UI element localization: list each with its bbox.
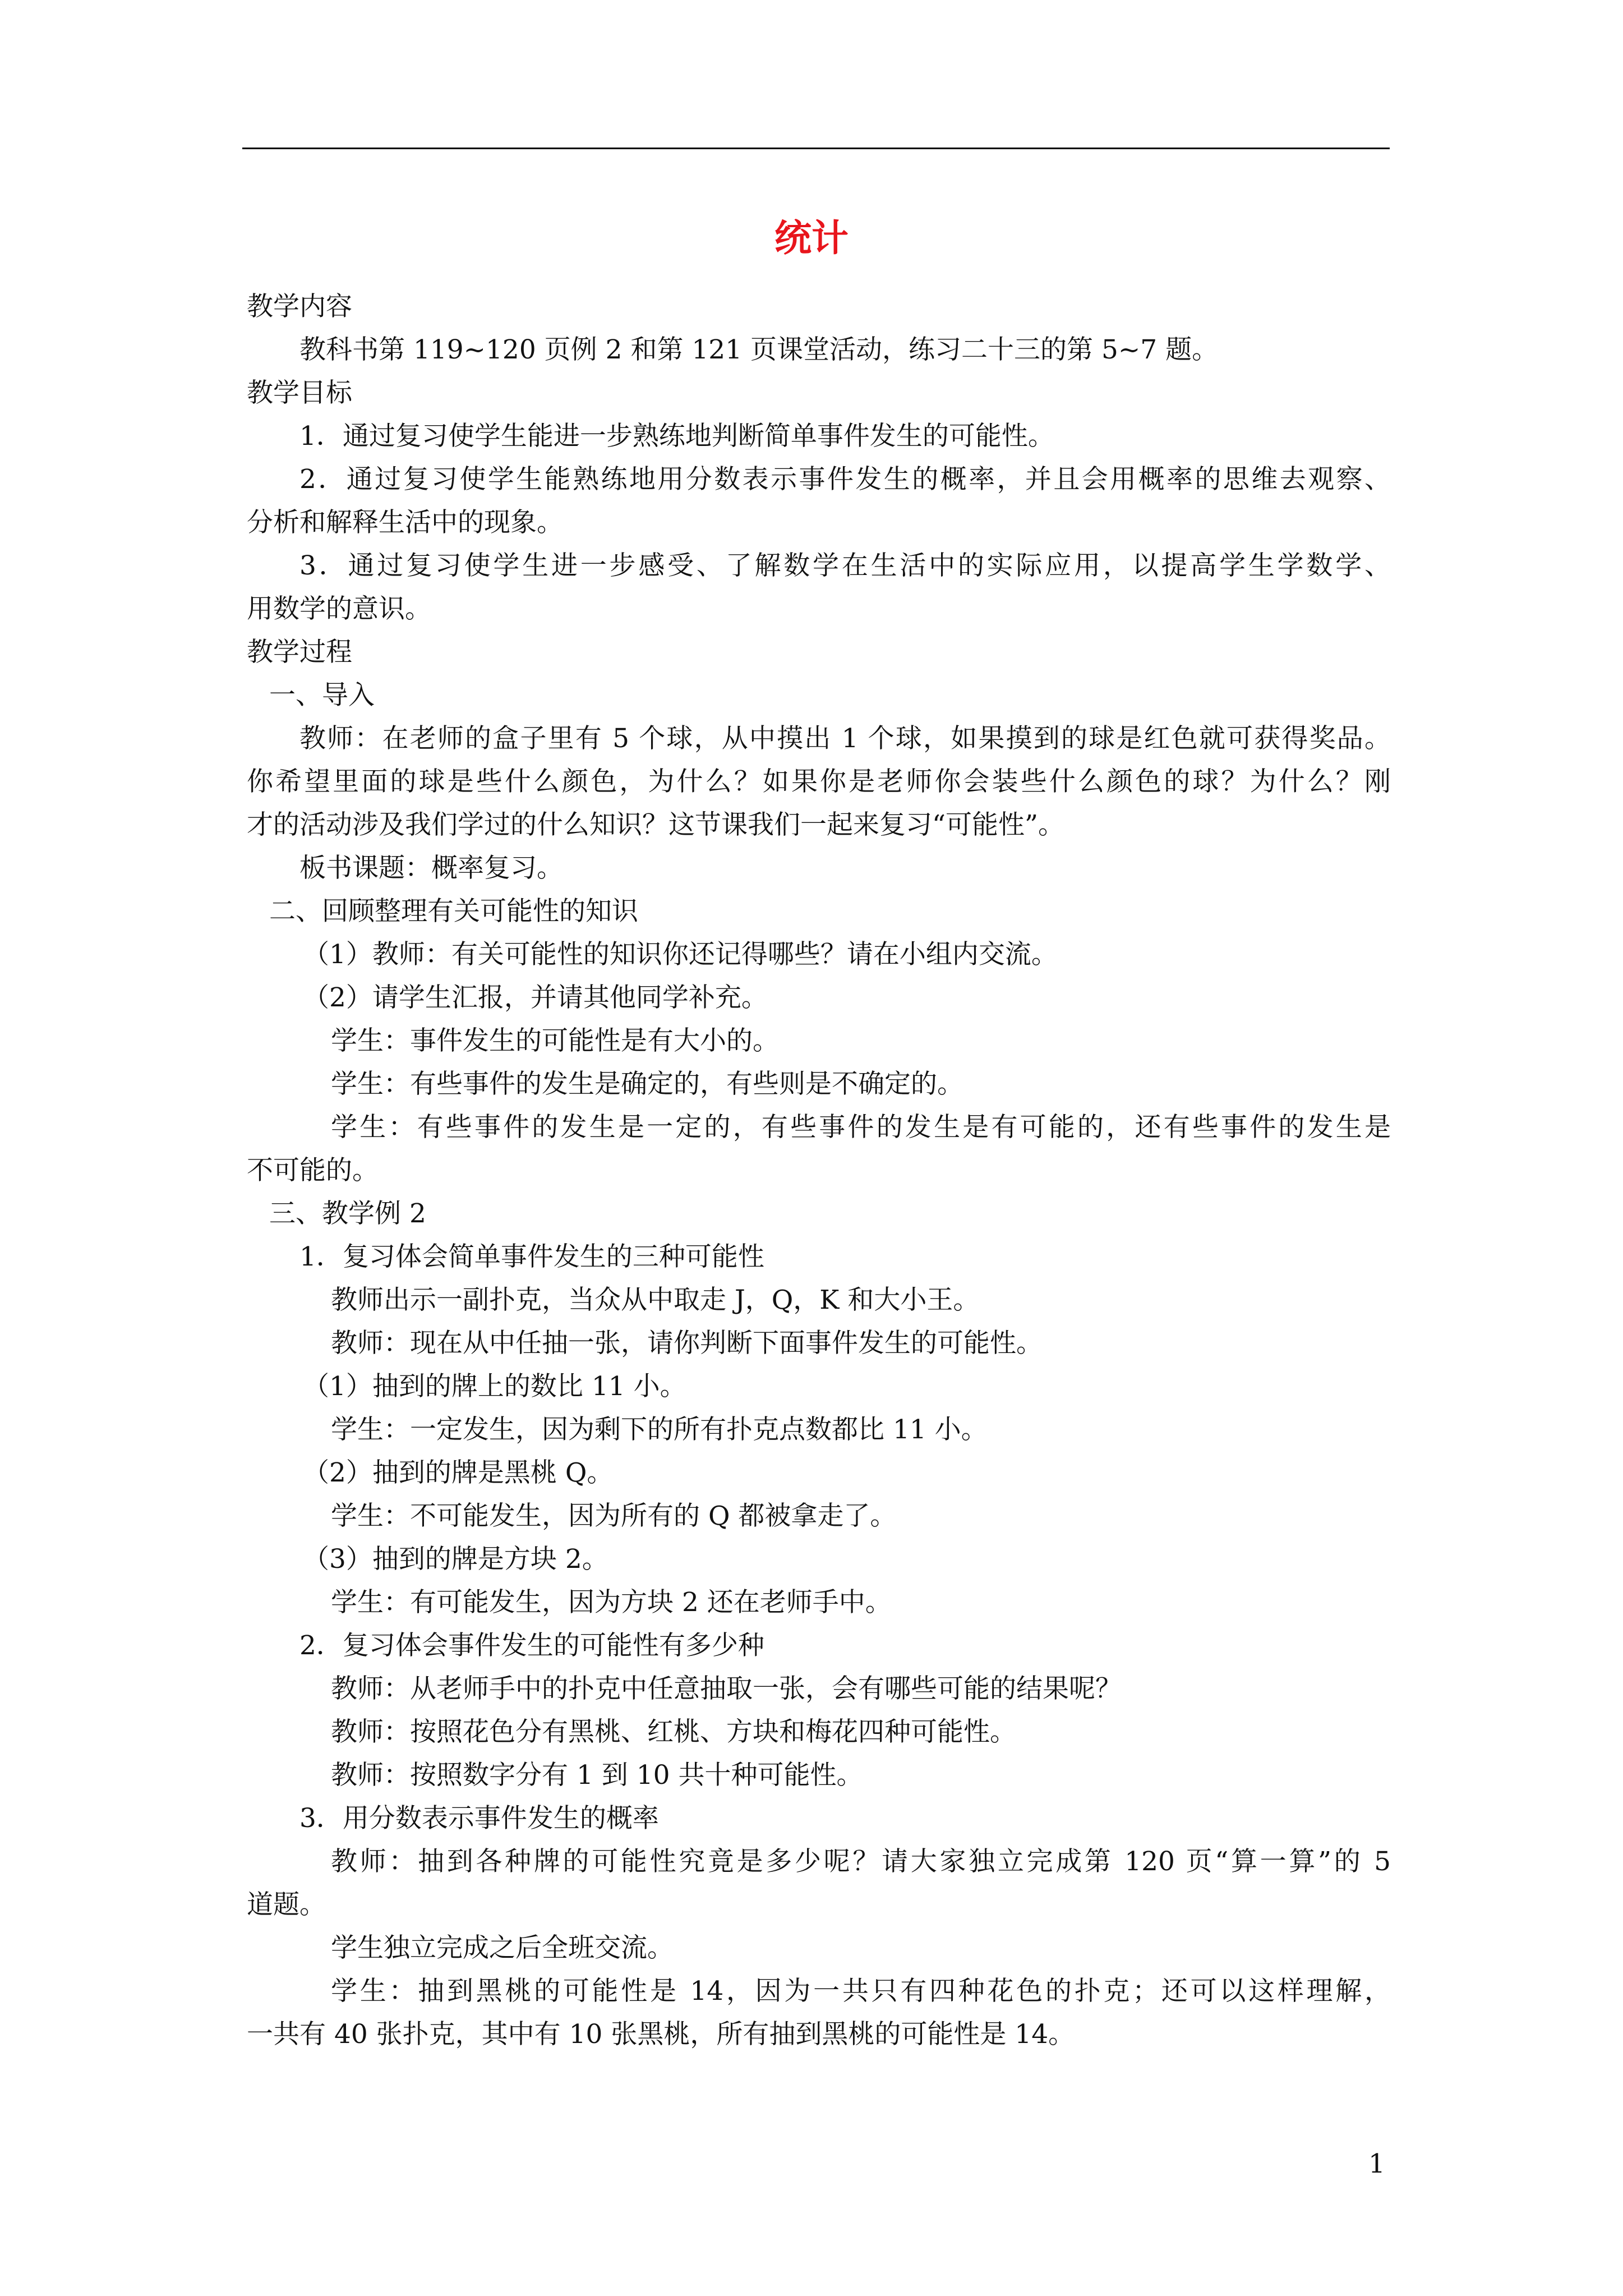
paragraph-line: 才的活动涉及我们学过的什么知识？这节课我们一起来复习“可能性”。 (247, 809, 1065, 840)
paragraph-line: 学生：有可能发生，因为方块 2 还在老师手中。 (331, 1587, 892, 1618)
section-heading-objectives: 教学目标 (247, 378, 352, 408)
paragraph-line: 一共有 40 张扑克，其中有 10 张黑桃，所有抽到黑桃的可能性是 14。 (247, 2019, 1075, 2050)
paragraph-line: 1．通过复习使学生能进一步熟练地判断简单事件发生的可能性。 (299, 421, 1054, 452)
document-body (247, 285, 1391, 2056)
paragraph-line: 1．复习体会简单事件发生的三种可能性 (299, 1241, 764, 1272)
paragraph-line: （2）请学生汇报，并请其他同学补充。 (303, 982, 768, 1013)
paragraph-line: 教师：按照数字分有 1 到 10 共十种可能性。 (331, 1760, 863, 1791)
paragraph-line: 教师：现在从中任抽一张，请你判断下面事件发生的可能性。 (331, 1328, 1043, 1359)
paragraph-line: 2．通过复习使学生能熟练地用分数表示事件发生的概率，并且会用概率的思维去观察、 (299, 464, 1391, 495)
paragraph-line: 板书课题：概率复习。 (299, 853, 563, 884)
subsection-heading: 三、教学例 2 (269, 1198, 426, 1229)
header-rule (242, 148, 1390, 149)
paragraph-line: 教科书第 119~120 页例 2 和第 121 页课堂活动，练习二十三的第 5~7 题。 (299, 334, 1219, 365)
paragraph-line: 学生：抽到黑桃的可能性是 14，因为一共只有四种花色的扑克；还可以这样理解， (331, 1976, 1391, 2007)
paragraph-line: 教师出示一副扑克，当众从中取走 J，Q，K 和大小王。 (331, 1285, 980, 1315)
subsection-heading: 二、回顾整理有关可能性的知识 (269, 896, 638, 927)
paragraph-line: 学生：有些事件的发生是一定的，有些事件的发生是有可能的，还有些事件的发生是 (331, 1112, 1391, 1143)
paragraph-line: （2）抽到的牌是黑桃 Q。 (303, 1457, 614, 1488)
paragraph-line: 学生：有些事件的发生是确定的，有些则是不确定的。 (331, 1069, 963, 1099)
paragraph-line: 不可能的。 (247, 1155, 379, 1186)
paragraph-line: 学生：一定发生，因为剩下的所有扑克点数都比 11 小。 (331, 1414, 988, 1445)
paragraph-line: 2．复习体会事件发生的可能性有多少种 (299, 1630, 764, 1661)
paragraph-line: 教师：在老师的盒子里有 5 个球，从中摸出 1 个球，如果摸到的球是红色就可获得奖品。 (299, 723, 1391, 754)
paragraph-line: 教师：从老师手中的扑克中任意抽取一张，会有哪些可能的结果呢？ (331, 1673, 1122, 1704)
paragraph-line: （1）教师：有关可能性的知识你还记得哪些？请在小组内交流。 (303, 939, 1058, 970)
paragraph-line: 你希望里面的球是些什么颜色，为什么？如果你是老师你会装些什么颜色的球？为什么？刚 (247, 766, 1391, 797)
paragraph-line: 学生独立完成之后全班交流。 (331, 1932, 674, 1963)
paragraph-line: 3．通过复习使学生进一步感受、了解数学在生活中的实际应用，以提高学生学数学、 (299, 550, 1391, 581)
paragraph-line: 学生：不可能发生，因为所有的 Q 都被拿走了。 (331, 1501, 897, 1531)
paragraph-line: 教师：抽到各种牌的可能性究竟是多少呢？请大家独立完成第 120 页“算一算”的 5 (331, 1846, 1391, 1877)
document-title: 统计 (774, 217, 849, 260)
paragraph-line: 道题。 (247, 1889, 326, 1920)
paragraph-line: 学生：事件发生的可能性是有大小的。 (331, 1025, 779, 1056)
paragraph-line: 教师：按照花色分有黑桃、红桃、方块和梅花四种可能性。 (331, 1717, 1016, 1747)
paragraph-line: 3．用分数表示事件发生的概率 (299, 1803, 659, 1834)
paragraph-line: （3）抽到的牌是方块 2。 (303, 1544, 608, 1575)
page-number: 1 (1368, 2148, 1385, 2179)
subsection-heading: 一、导入 (269, 680, 375, 711)
paragraph-line: 分析和解释生活中的现象。 (247, 507, 563, 538)
section-heading-process: 教学过程 (247, 637, 352, 668)
section-heading-content: 教学内容 (247, 291, 352, 322)
paragraph-line: （1）抽到的牌上的数比 11 小。 (303, 1371, 686, 1402)
paragraph-line: 用数学的意识。 (247, 593, 431, 624)
